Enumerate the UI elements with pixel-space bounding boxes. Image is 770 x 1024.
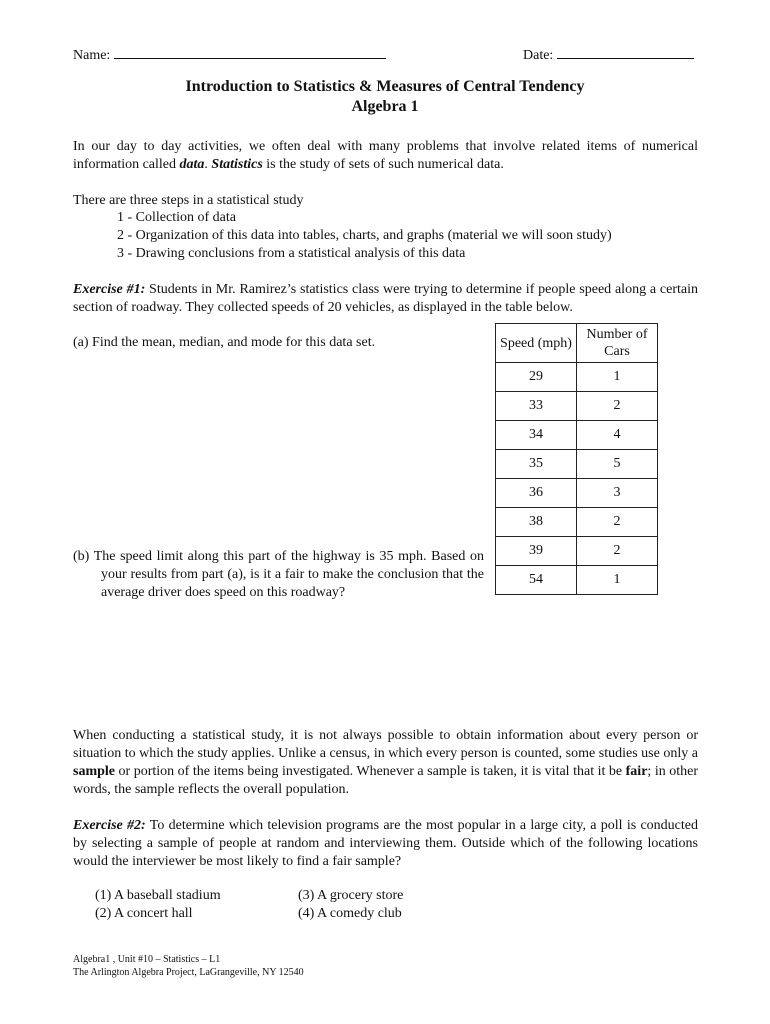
table-cell: 54	[496, 566, 577, 595]
exercise2-label: Exercise #2:	[73, 818, 146, 833]
exercise1-label: Exercise #1:	[73, 282, 146, 297]
table-cell: 38	[496, 508, 577, 537]
answer-option[interactable]: (3) A grocery store	[298, 888, 404, 903]
table-header-row	[496, 324, 658, 363]
term-data: data	[179, 157, 205, 172]
table-cell: 2	[577, 392, 658, 421]
intro-paragraph: In our day to day activities, we often deal with many problems that involve related items of numerical information called data. Statistics is the study of sets of such numerical data.	[73, 139, 698, 172]
page-subtitle: Algebra 1	[351, 98, 419, 115]
table-cell: 1	[577, 363, 658, 392]
answer-option[interactable]: (1) A baseball stadium	[95, 888, 221, 903]
table-cell: 5	[577, 450, 658, 479]
table-cell: 3	[577, 479, 658, 508]
footer-line: Algebra1 , Unit #10 – Statistics – L1	[73, 954, 221, 965]
date-field	[523, 46, 694, 65]
name-label: Name:	[73, 48, 111, 63]
exercise1-prompt: Exercise #1: Students in Mr. Ramirez’s statistics class were trying to determine if people speed along a certain section of roadway. They collected speeds of 20 vehicles, as displayed in the table below.	[73, 282, 698, 315]
table-row	[496, 421, 658, 450]
footer-line: The Arlington Algebra Project, LaGrangeville, NY 12540	[73, 967, 304, 978]
table-cell: 36	[496, 479, 577, 508]
table-cell: 34	[496, 421, 577, 450]
table-row	[496, 537, 658, 566]
exercise1-part-b: (b) The speed limit along this part of the highway is 35 mph. Based on your results from part (a), is it a fair to make the conclusion that the average driver does speed on this roadway?	[73, 549, 484, 600]
date-label: Date:	[523, 48, 554, 63]
name-field	[73, 46, 386, 65]
exercise2-prompt: Exercise #2: To determine which television programs are the most popular in a large city, a poll is conducted by selecting a sample of people at random and interviewing them. Outside which of the following locations would the interviewer be most likely to find a fair sample?	[73, 818, 699, 869]
table-row	[496, 450, 658, 479]
steps-lead: There are three steps in a statistical study	[73, 193, 304, 208]
table-cell: 39	[496, 537, 577, 566]
speed-table	[495, 323, 658, 595]
answer-option[interactable]: (2) A concert hall	[95, 906, 193, 921]
term-sample: sample	[73, 764, 115, 779]
exercise1-part-a: (a) Find the mean, median, and mode for this data set.	[73, 335, 376, 350]
table-cell: 29	[496, 363, 577, 392]
table-row	[496, 392, 658, 421]
answer-option[interactable]: (4) A comedy club	[298, 906, 402, 921]
date-blank[interactable]	[557, 46, 694, 59]
table-cell: 2	[577, 508, 658, 537]
table-cell: 1	[577, 566, 658, 595]
table-header-cell: Speed (mph)	[496, 324, 577, 363]
term-fair: fair	[625, 764, 648, 779]
name-blank[interactable]	[114, 46, 386, 59]
table-cell: 2	[577, 537, 658, 566]
table-cell: 33	[496, 392, 577, 421]
table-row	[496, 363, 658, 392]
table-cell: 35	[496, 450, 577, 479]
sample-paragraph: When conducting a statistical study, it is not always possible to obtain information about every person or situation to which the study applies. Unlike a census, in which every person is counted, some studies use only a sample or portion of the items being investigated. Whenever a sample is taken, it is vital that it be fair; in other words, the sample reflects the overall population.	[73, 728, 698, 797]
table-row	[496, 508, 658, 537]
step-item: 1 - Collection of data	[117, 210, 236, 225]
table-row	[496, 479, 658, 508]
step-item: 2 - Organization of this data into tables, charts, and graphs (material we will soon study)	[117, 228, 612, 243]
page-title: Introduction to Statistics & Measures of Central Tendency	[185, 78, 585, 95]
term-statistics: Statistics	[211, 157, 263, 172]
table-row	[496, 566, 658, 595]
table-header-cell: Number of Cars	[577, 324, 658, 363]
step-item: 3 - Drawing conclusions from a statistical analysis of this data	[117, 246, 466, 261]
table-cell: 4	[577, 421, 658, 450]
